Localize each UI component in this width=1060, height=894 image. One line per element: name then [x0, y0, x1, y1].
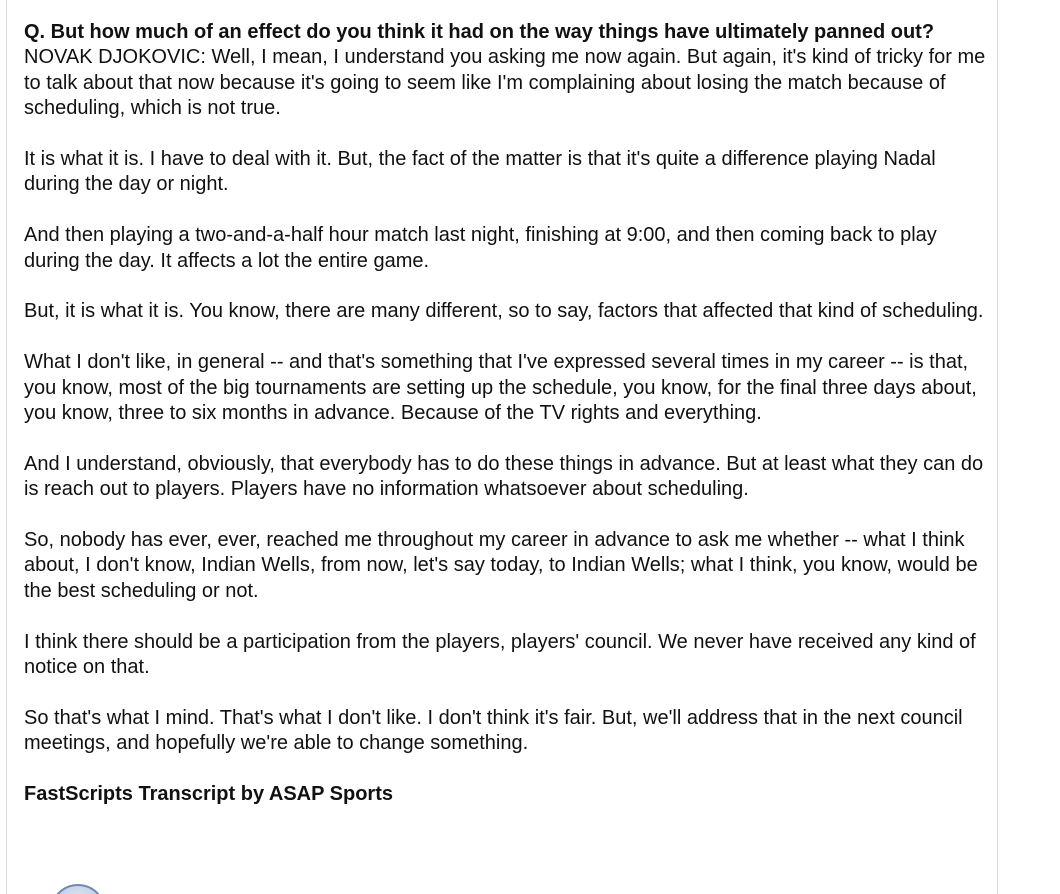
- answer-paragraph-3: And then playing a two-and-a-half hour match last night, finishing at 9:00, and then coming back to play during the day. It affects a lot the entire game.: [24, 224, 937, 272]
- asap-sports-logo-icon: [50, 884, 106, 894]
- transcript-credit: FastScripts Transcript by ASAP Sports: [24, 783, 393, 806]
- answer-paragraph-5: What I don't like, in general -- and that's something that I've expressed several times in my career -- is that, you know, most of the big tournaments are setting up the schedule, you know, for the final three days about, you know, three to six months in advance. Because of the TV rights and everything.: [24, 351, 977, 425]
- answer-paragraph-1: NOVAK DJOKOVIC: Well, I mean, I understand you asking me now again. But again, it's kind of tricky for me to talk about that now because it's going to seem like I'm complaining about losing the match because of scheduling, which is not true.: [24, 46, 986, 120]
- answer-paragraph-4: But, it is what it is. You know, there are many different, so to say, factors that affected that kind of scheduling.: [24, 300, 984, 323]
- transcript-page: [6, 0, 998, 894]
- transcript-content: [24, 20, 986, 807]
- answer-paragraph-8: I think there should be a participation from the players, players' council. We never have received any kind of notice on that.: [24, 630, 976, 679]
- answer-paragraph-7: So, nobody has ever, ever, reached me throughout my career in advance to ask me whether -- what I think about, I don't know, Indian Wells, from now, let's say today, to Indian Wells; what I think, you know, would be the best scheduling or not.: [24, 529, 978, 602]
- answer-paragraph-2: It is what it is. I have to deal with it. But, the fact of the matter is that it's quite a difference playing Nadal during the day or night.: [24, 148, 936, 196]
- question-text: Q. But how much of an effect do you think it had on the way things have ultimately panned out?: [24, 21, 935, 43]
- answer-paragraph-6: And I understand, obviously, that everybody has to do these things in advance. But at least what they can do is reach out to players. Players have no information whatsoever about scheduling.: [24, 452, 984, 501]
- answer-paragraph-9: So that's what I mind. That's what I don't like. I don't think it's fair. But, we'll address that in the next council meetings, and hopefully we're able to change something.: [24, 706, 963, 755]
